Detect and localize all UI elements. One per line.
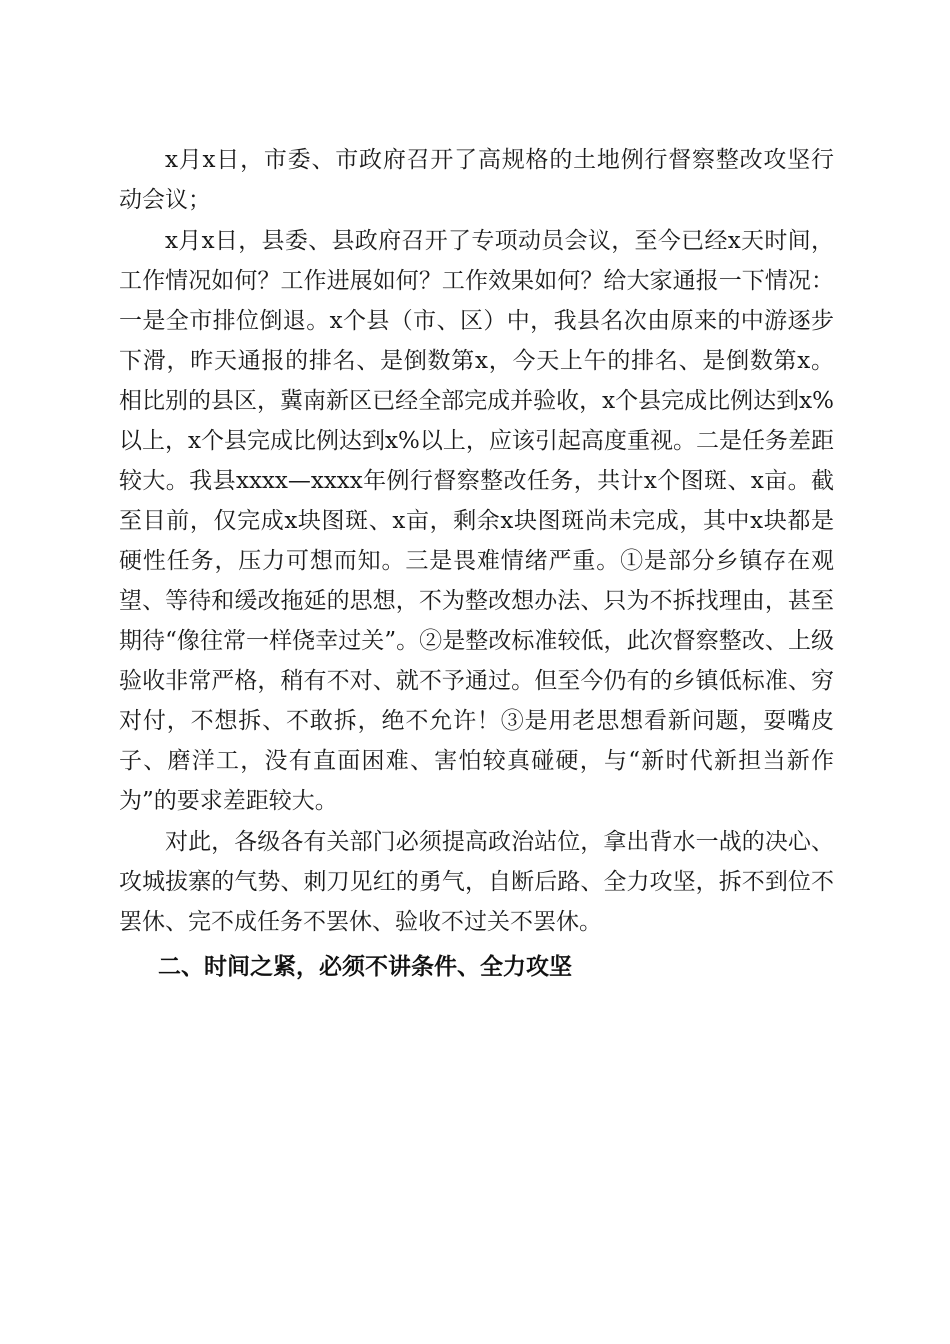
- section-heading: 二、时间之紧，必须不讲条件、全力攻坚: [158, 954, 572, 980]
- paragraph-requirements: 对此，各级各有关部门必须提高政治站位，拿出背水一战的决心、攻城拔寨的气势、刺刀见红的勇气，自断后路、全力攻坚，拆不到位不罢休、完不成任务不罢休、验收不过关不罢休。: [119, 829, 834, 935]
- document-body: [119, 140, 834, 987]
- paragraph-situation-report: x月x日，县委、县政府召开了专项动员会议，至今已经x天时间，工作情况如何？工作进展如何？工作效果如何？给大家通报一下情况：一是全市排位倒退。x个县（市、区）中，我县名次由原来的中游逐步下滑，昨天通报的排名、是倒数第x，今天上午的排名、是倒数第x。相比别的县区，冀南新区已经全部完成并验收，x个县完成比例达到x%以上，x个县完成比例达到x%以上，应该引起高度重视。二是任务差距较大。我县xxxx—xxxx年例行督察整改任务，共计x个图斑、x亩。截至目前，仅完成x块图斑、x亩，剩余x块图斑尚未完成，其中x块都是硬性任务，压力可想而知。三是畏难情绪严重。①是部分乡镇存在观望、等待和缓改拖延的思想，不为整改想办法、只为不拆找理由，甚至期待“像往常一样侥幸过关”。②是整改标准较低，此次督察整改、上级验收非常严格，稍有不对、就不予通过。但至今仍有的乡镇低标准、穷对付，不想拆、不敢拆，绝不允许！③是用老思想看新问题，耍嘴皮子、磨洋工，没有直面困难、害怕较真碰硬，与“新时代新担当新作为”的要求差距较大。: [119, 228, 834, 814]
- paragraph-meeting-city: x月x日，市委、市政府召开了高规格的土地例行督察整改攻坚行动会议；: [119, 147, 834, 213]
